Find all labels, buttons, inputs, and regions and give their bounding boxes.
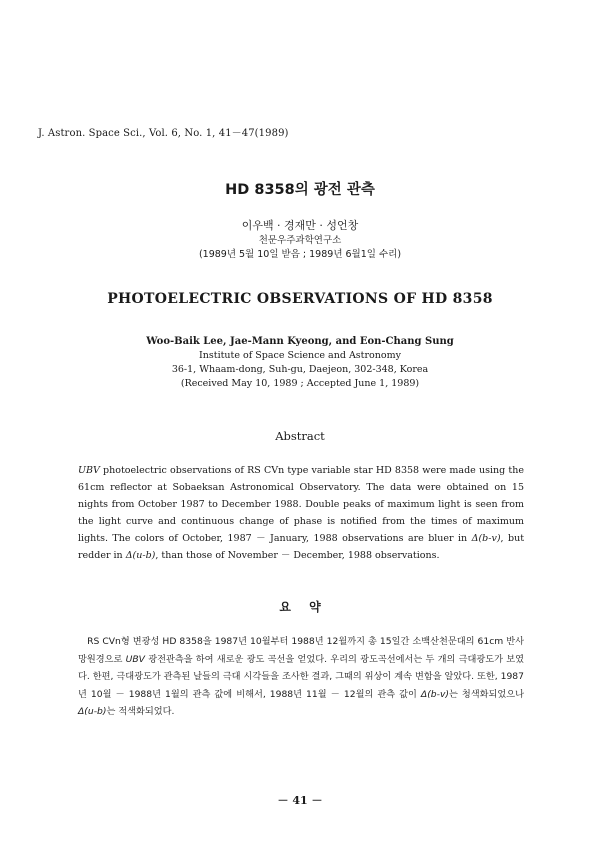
abstract-delta-bv: Δ(b-v) [471, 533, 501, 544]
abstract-delta-ub: Δ(u-b) [125, 550, 156, 561]
korean-institution: 천문우주과학연구소 [258, 235, 342, 246]
english-title: PHOTOELECTRIC OBSERVATIONS OF HD 8358 [107, 291, 493, 307]
abstract-part-1: photoelectric observations of RS CVn type variable star HD 8358 were made using the 61cm reflector at Sobaeksan Astronomical Observatory. The data were obtained on 15 nights from October 1987 to December 1988. Double peaks of maximum light is seen from the light curve and continuous change of phase is notified from the times of maximum lights. The colors of October, 1987 － January, 1988 observations are bluer in [78, 465, 524, 544]
abstract-text [78, 462, 524, 564]
english-received-date: (Received May 10, 1989 ; Accepted June 1, 1989) [180, 378, 420, 389]
yoyak-part-3: 는 청색화되었으나 [448, 688, 525, 700]
abstract-ubv: UBV [78, 465, 100, 476]
yoyak-ubv: UBV [125, 653, 145, 665]
journal-reference: J. Astron. Space Sci., Vol. 6, No. 1, 41－47(1989) [38, 128, 289, 139]
yoyak-part-4: 는 적색화되었다. [106, 706, 175, 717]
yoyak-text [78, 633, 524, 721]
abstract-part-3: , than those of November － December, 1988 observations. [155, 550, 440, 561]
korean-received-date: (1989년 5월 10일 받음 ; 1989년 6월1일 수리) [198, 249, 402, 260]
abstract-heading: Abstract [275, 429, 325, 443]
abstract-part-2: , but redder in [78, 533, 525, 561]
yoyak-part-1: RS CVn형 변광성 HD 8358을 1987년 10월부터 1988년 12월까지 총 15일간 소백산천문대의 61cm 반사망원경으로 [78, 636, 524, 665]
english-address: 36-1, Whaam-dong, Suh-gu, Daejeon, 302-348, Korea [171, 364, 429, 375]
yoyak-delta-ub: Δ(u-b) [78, 706, 107, 717]
english-authors: Woo-Baik Lee, Jae-Mann Kyeong, and Eon-Chang Sung [146, 336, 454, 347]
korean-author-block [0, 218, 600, 262]
yoyak-part-2: 광전관측을 하여 새로운 광도 곡선을 얻었다. 우리의 광도곡선에서는 두 개의 극대광도가 보였다. 한편, 극대광도가 관측된 날들의 극대 시각들을 조사한 결과, 그때의 위상이 계속 변함을 알았다. 또한, 1987년 10월 － 1988년 1월의 관측 값에 비해서, 1988년 11월 － 12월의 관측 값이 [78, 653, 524, 700]
yoyak-delta-bv: Δ(b-v) [420, 688, 449, 700]
page-number: － 41 － [277, 794, 323, 807]
english-institution: Institute of Space Science and Astronomy [199, 350, 401, 361]
english-author-block [0, 334, 600, 391]
yoyak-heading: 요 약 [279, 600, 321, 614]
korean-title: HD 8358의 광전 관측 [225, 182, 375, 198]
korean-authors: 이우백 · 경재만 · 성언창 [241, 219, 359, 232]
